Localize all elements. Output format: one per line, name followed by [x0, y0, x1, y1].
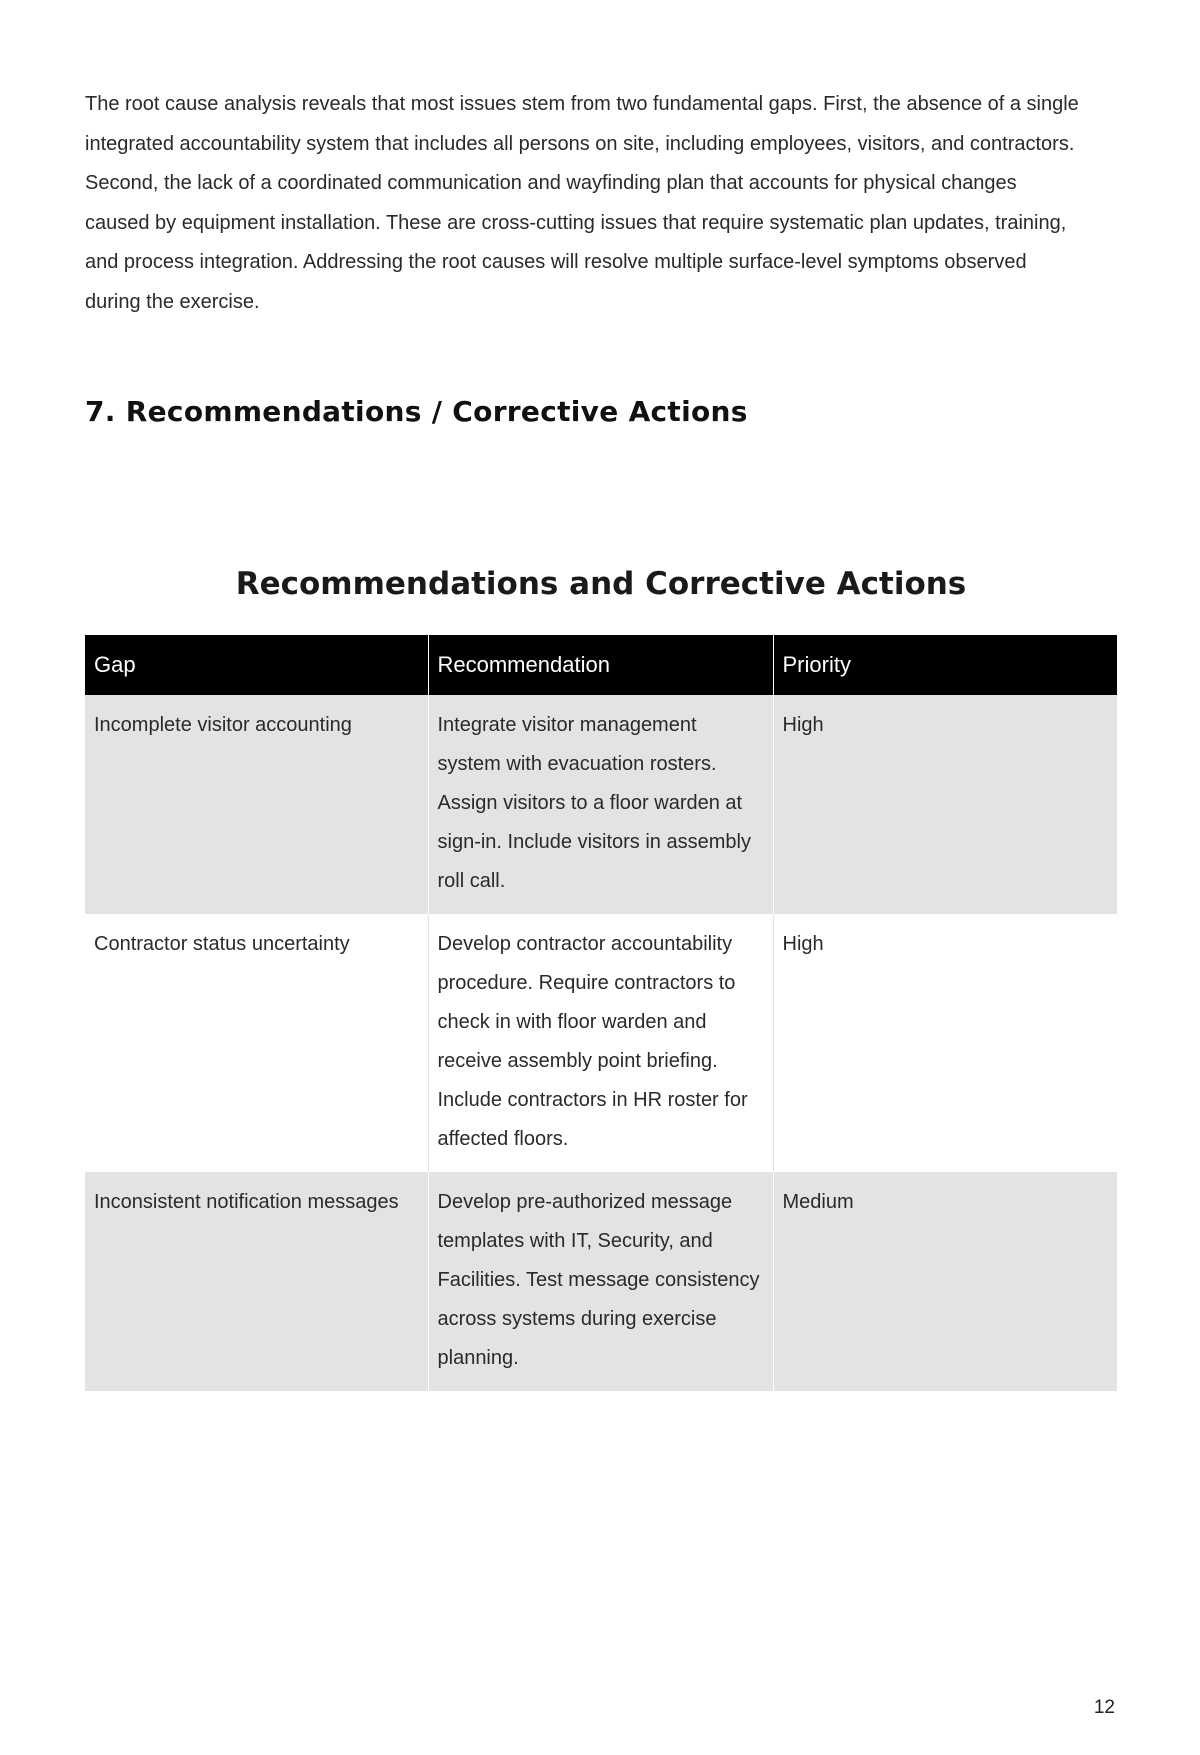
cell-priority: High: [773, 914, 1117, 1172]
cell-recommendation: Develop contractor accountability procedure. Require contractors to check in with floor warden and receive assembly point briefing. Include contractors in HR roster for affected floors.: [428, 914, 773, 1172]
root-cause-paragraph: The root cause analysis reveals that most issues stem from two fundamental gaps. First, the absence of a single integrated accountability system that includes all persons on site, including employees, visitors, and contractors. Second, the lack of a coordinated communication and wayfinding plan that accounts for physical changes caused by equipment installation. These are cross-cutting issues that require systematic plan updates, training, and process integration. Addressing the root causes will resolve multiple surface-level symptoms observed during the exercise.: [85, 93, 1079, 313]
table-row: [85, 914, 1117, 1172]
header-gap: Gap: [85, 635, 428, 695]
cell-gap: Contractor status uncertainty: [85, 914, 428, 1172]
table-row: [85, 695, 1117, 914]
cell-gap: Incomplete visitor accounting: [85, 695, 428, 914]
cell-recommendation: Integrate visitor management system with evacuation rosters. Assign visitors to a floor warden at sign-in. Include visitors in assembly roll call.: [428, 695, 773, 914]
page-number: 12: [1093, 1697, 1115, 1718]
table-header-row: [85, 635, 1117, 695]
header-recommendation: Recommendation: [428, 635, 773, 695]
section-heading: 7. Recommendations / Corrective Actions: [85, 395, 748, 428]
table-title: Recommendations and Corrective Actions: [235, 566, 967, 602]
cell-gap: Inconsistent notification messages: [85, 1172, 428, 1391]
table-row: [85, 1172, 1117, 1391]
cell-priority: High: [773, 695, 1117, 914]
cell-priority: Medium: [773, 1172, 1117, 1391]
cell-recommendation: Develop pre-authorized message templates with IT, Security, and Facilities. Test message consistency across systems during exercise planning.: [428, 1172, 773, 1391]
header-priority: Priority: [773, 635, 1117, 695]
recommendations-table: [85, 635, 1117, 1391]
